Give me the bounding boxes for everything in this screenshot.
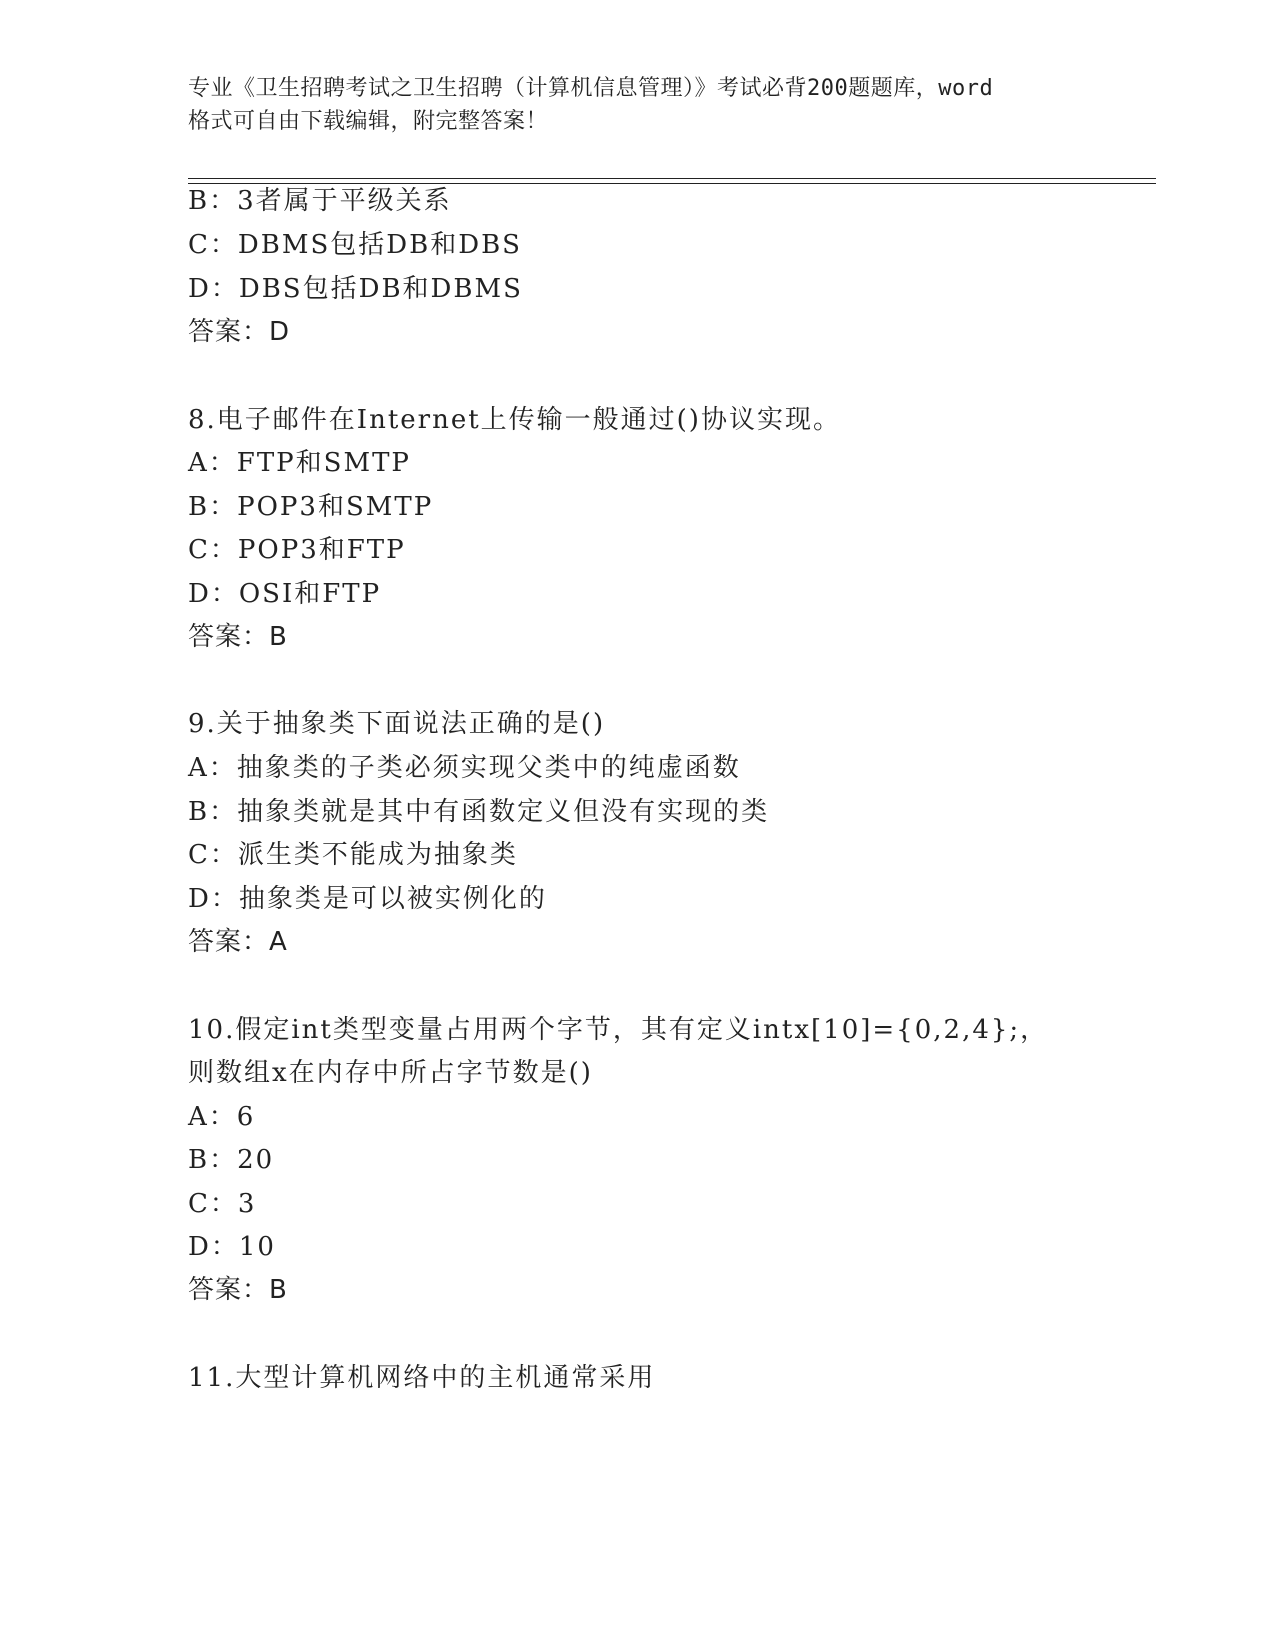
header-line-1: 专业《卫生招聘考试之卫生招聘（计算机信息管理）》考试必背200题题库，word — [188, 76, 994, 101]
q8-option-d: D：OSI和FTP — [188, 579, 382, 609]
q11-question: 11.大型计算机网络中的主机通常采用 — [188, 1363, 656, 1393]
q10-option-d: D：10 — [188, 1232, 276, 1262]
q10-option-c: C：3 — [188, 1189, 257, 1219]
q10-option-b: B：20 — [188, 1145, 275, 1175]
header-divider-top — [188, 178, 1156, 179]
q9-option-d: D：抽象类是可以被实例化的 — [188, 884, 547, 914]
header-line-2: 格式可自由下载编辑，附完整答案！ — [188, 109, 549, 134]
q10-question-line-2: 则数组x在内存中所占字节数是() — [188, 1058, 593, 1088]
q9-option-c: C：派生类不能成为抽象类 — [188, 840, 518, 870]
q8-option-c: C：POP3和FTP — [188, 535, 406, 565]
document-header — [188, 72, 1088, 138]
q8-option-a: A：FTP和SMTP — [188, 448, 411, 478]
q10-question-line-1: 10.假定int类型变量占用两个字节，其有定义intx[10]={0,2,4};， — [188, 1015, 1049, 1045]
q9-answer: 答案：A — [188, 927, 288, 957]
q9-option-b: B：抽象类就是其中有函数定义但没有实现的类 — [188, 797, 770, 827]
q8-answer: 答案：B — [188, 622, 288, 652]
q8-question: 8.电子邮件在Internet上传输一般通过()协议实现。 — [188, 405, 841, 435]
q10-option-a: A：6 — [188, 1102, 256, 1132]
q7-option-b: B：3者属于平级关系 — [188, 186, 452, 216]
q7-option-c: C：DBMS包括DB和DBS — [188, 230, 522, 260]
q9-question: 9.关于抽象类下面说法正确的是() — [188, 709, 606, 739]
q7-option-d: D：DBS包括DB和DBMS — [188, 274, 523, 304]
q7-answer: 答案：D — [188, 317, 291, 347]
q10-answer: 答案：B — [188, 1275, 288, 1305]
q8-option-b: B：POP3和SMTP — [188, 492, 434, 522]
q9-option-a: A：抽象类的子类必须实现父类中的纯虚函数 — [188, 753, 741, 783]
